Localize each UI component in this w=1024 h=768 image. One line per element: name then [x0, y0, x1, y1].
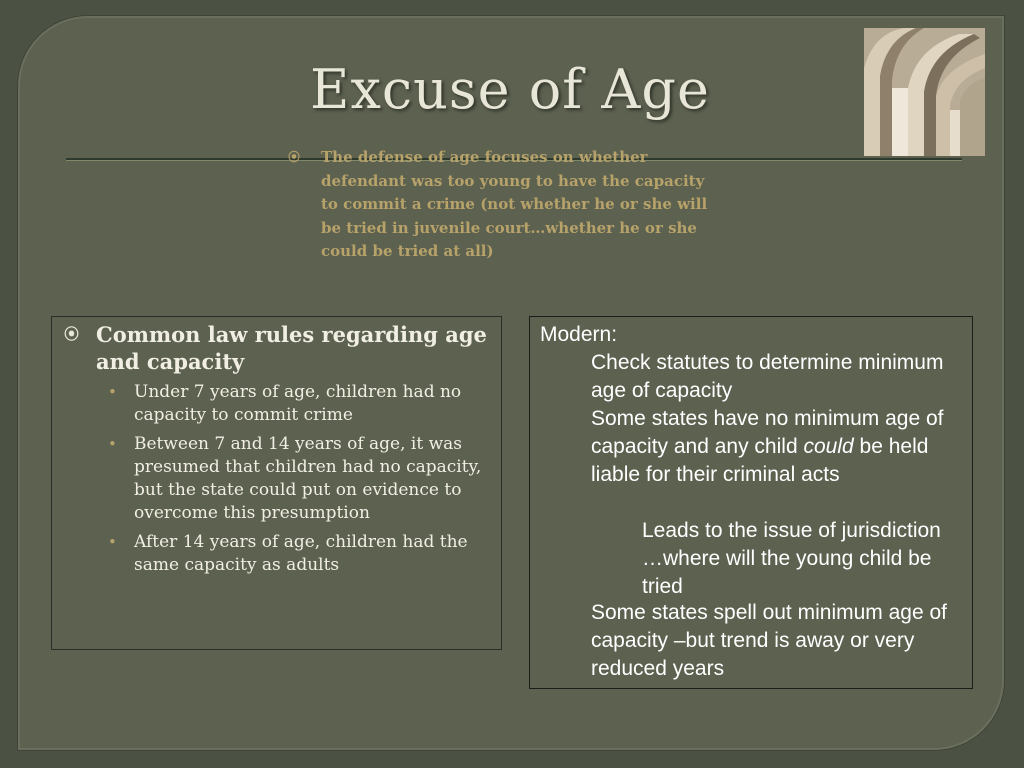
- emphasis-could: could: [803, 435, 854, 458]
- common-law-heading: [64, 321, 494, 375]
- modern-heading: Modern:: [540, 323, 618, 346]
- circle-dot-bullet-icon: ⦿: [64, 325, 80, 343]
- intro-note-text: The defense of age focuses on whether defendant was too young to have the capacity to commit a crime (not whether he or she will be tried in juvenile court…whether he or she could be tried at all): [321, 148, 708, 260]
- bullet-dot-icon: •: [108, 383, 117, 401]
- modern-box: [529, 316, 973, 689]
- gothic-arches-photo: [864, 28, 985, 156]
- modern-point-spell-out: Some states spell out minimum age of capacity –but trend is away or very reduced years: [591, 601, 947, 680]
- common-law-box: [51, 316, 502, 650]
- common-law-rules-list: [108, 381, 488, 583]
- modern-point-no-minimum: Some states have no minimum age of capacity and any child could be held liable for their criminal acts: [591, 407, 944, 486]
- intro-note: [288, 146, 718, 264]
- list-item: • After 14 years of age, children had the same capacity as adults: [108, 532, 468, 575]
- bullet-dot-icon: •: [108, 435, 117, 453]
- circle-dot-bullet-icon: ⦿: [288, 150, 301, 164]
- slide-title: Excuse of Age: [310, 58, 710, 121]
- bullet-dot-icon: •: [108, 533, 117, 551]
- modern-subpoint-jurisdiction: Leads to the issue of jurisdiction …where will the young child be tried: [642, 519, 941, 598]
- common-law-heading-text: Common law rules regarding age and capacity: [96, 322, 487, 374]
- list-item: • Between 7 and 14 years of age, it was presumed that children had no capacity, but the state could put on evidence to overcome this presumption: [108, 434, 482, 523]
- modern-point-statutes: Check statutes to determine minimum age of capacity: [591, 351, 944, 402]
- list-item: • Under 7 years of age, children had no capacity to commit crime: [108, 382, 462, 425]
